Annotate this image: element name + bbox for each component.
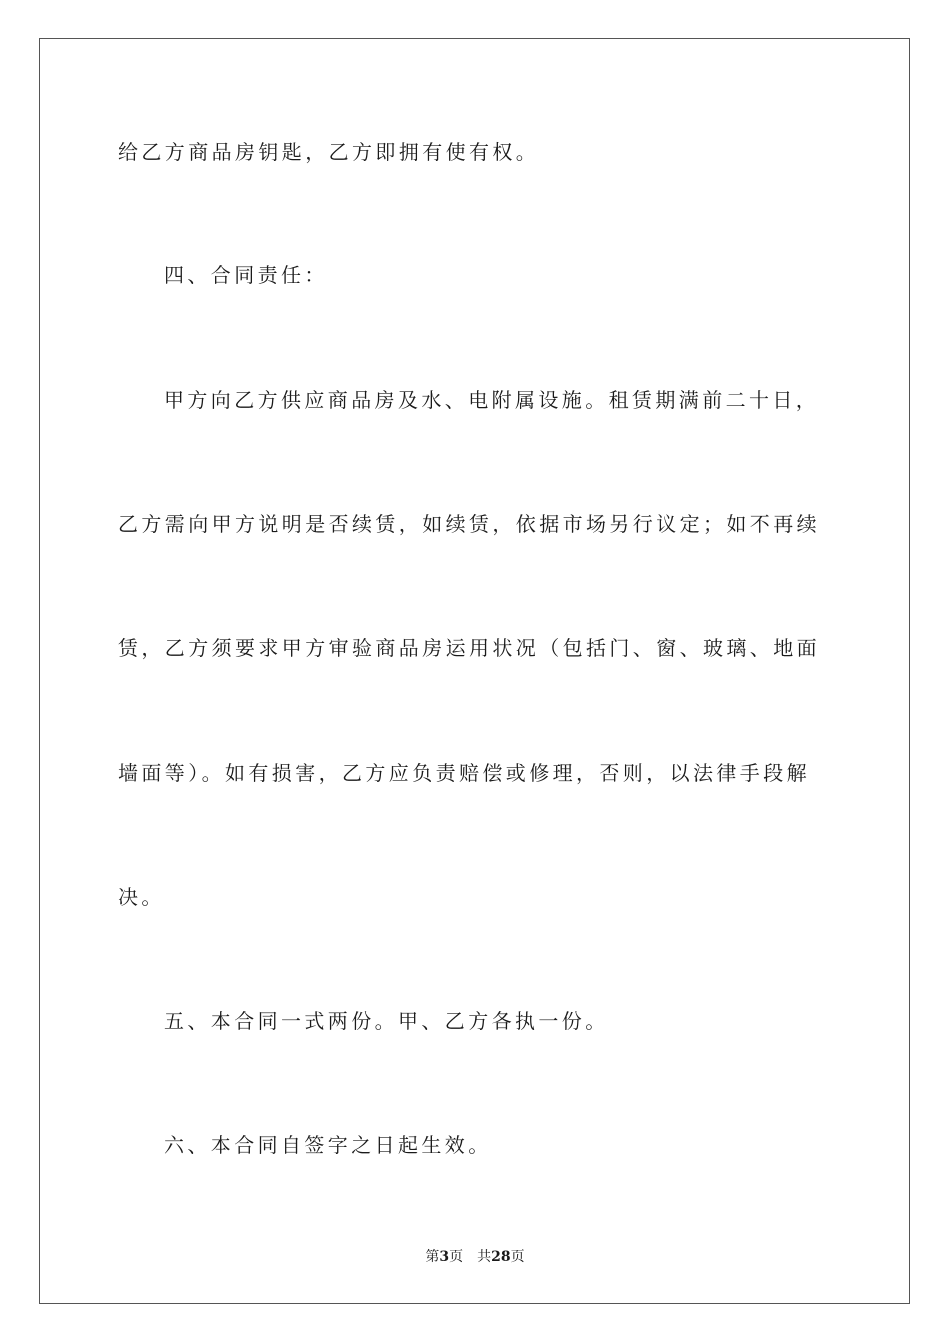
page-border: [39, 38, 910, 1304]
body-line-4: 乙方需向甲方说明是否续赁，如续赁，依据市场另行议定；如不再续: [118, 512, 820, 536]
footer-page-suffix: 页: [449, 1249, 464, 1265]
footer-page-number: 3: [439, 1249, 450, 1265]
body-line-5: 赁，乙方须要求甲方审验商品房运用状况（包括门、窗、玻璃、地面: [118, 636, 820, 660]
body-line-7: 决。: [118, 885, 165, 909]
body-line-6: 墙面等）。如有损害，乙方应负责赔偿或修理，否则，以法律手段解: [118, 761, 810, 785]
footer-total-prefix: 共: [477, 1249, 492, 1265]
body-line-3: 甲方向乙方供应商品房及水、电附属设施。租赁期满前二十日，: [164, 388, 820, 412]
footer-total-pages: 28: [491, 1249, 511, 1265]
section-heading-6: 六、本合同自签字之日起生效。: [164, 1133, 492, 1157]
section-heading-5: 五、本合同一式两份。甲、乙方各执一份。: [164, 1009, 609, 1033]
page-footer: [0, 1248, 950, 1266]
footer-page-prefix: 第: [425, 1249, 440, 1265]
body-line-1: 给乙方商品房钥匙，乙方即拥有使有权。: [118, 140, 540, 164]
section-heading-4: 四、合同责任：: [164, 263, 328, 287]
footer-total-suffix: 页: [510, 1249, 525, 1265]
